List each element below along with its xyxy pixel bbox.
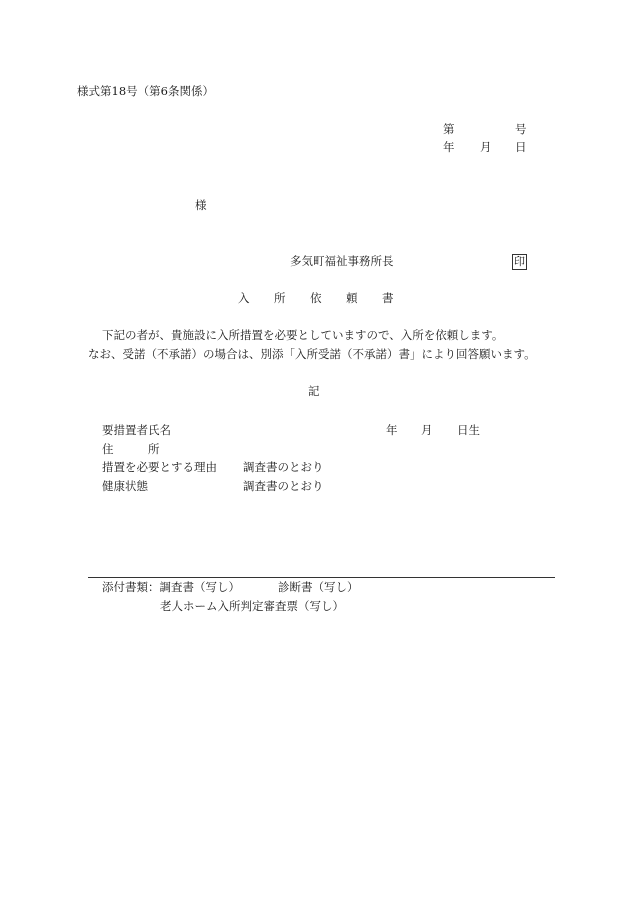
- attachment-item-3: 老人ホーム入所判定審査票（写し）: [160, 599, 344, 613]
- seal-text: 印: [514, 255, 525, 268]
- reason-value: 調査書のとおり: [243, 460, 324, 474]
- attachment-divider: [88, 577, 555, 578]
- birth-day: 日生: [457, 423, 480, 437]
- ki-heading: 記: [308, 384, 320, 398]
- date-day: 日: [515, 140, 527, 154]
- title-char: 書: [382, 291, 394, 305]
- title-char: 頼: [346, 291, 358, 305]
- health-value: 調査書のとおり: [243, 479, 324, 493]
- reason-label: 措置を必要とする理由: [102, 460, 217, 474]
- recipient-honorific: 様: [195, 198, 207, 212]
- form-number: 様式第18号（第6条関係）: [77, 84, 214, 98]
- title-char: 入: [238, 291, 250, 305]
- address-label-1: 住: [102, 442, 114, 456]
- seal-mark: [512, 254, 527, 270]
- document-number-prefix: 第: [443, 122, 455, 136]
- attachments-label: 添付書類：調査書（写し）: [102, 580, 240, 594]
- name-label: 要措置者氏名: [102, 423, 171, 437]
- attachment-item-2: 診断書（写し）: [278, 580, 359, 594]
- sender-name: 多気町福祉事務所長: [290, 254, 394, 268]
- health-label: 健康状態: [102, 479, 148, 493]
- body-line-2: なお、受諾（不承諾）の場合は、別添「入所受諾（不承諾）書」により回答願います。: [88, 347, 536, 361]
- title-char: 依: [310, 291, 322, 305]
- document-title: [238, 293, 418, 305]
- birth-month: 月: [421, 423, 433, 437]
- date-month: 月: [480, 140, 492, 154]
- birth-year: 年: [386, 423, 398, 437]
- address-label-2: 所: [148, 442, 160, 456]
- document-number-suffix: 号: [515, 122, 527, 136]
- date-year: 年: [443, 140, 455, 154]
- body-line-1: 下記の者が、貴施設に入所措置を必要としていますので、入所を依頼します。: [102, 328, 504, 342]
- title-char: 所: [274, 291, 286, 305]
